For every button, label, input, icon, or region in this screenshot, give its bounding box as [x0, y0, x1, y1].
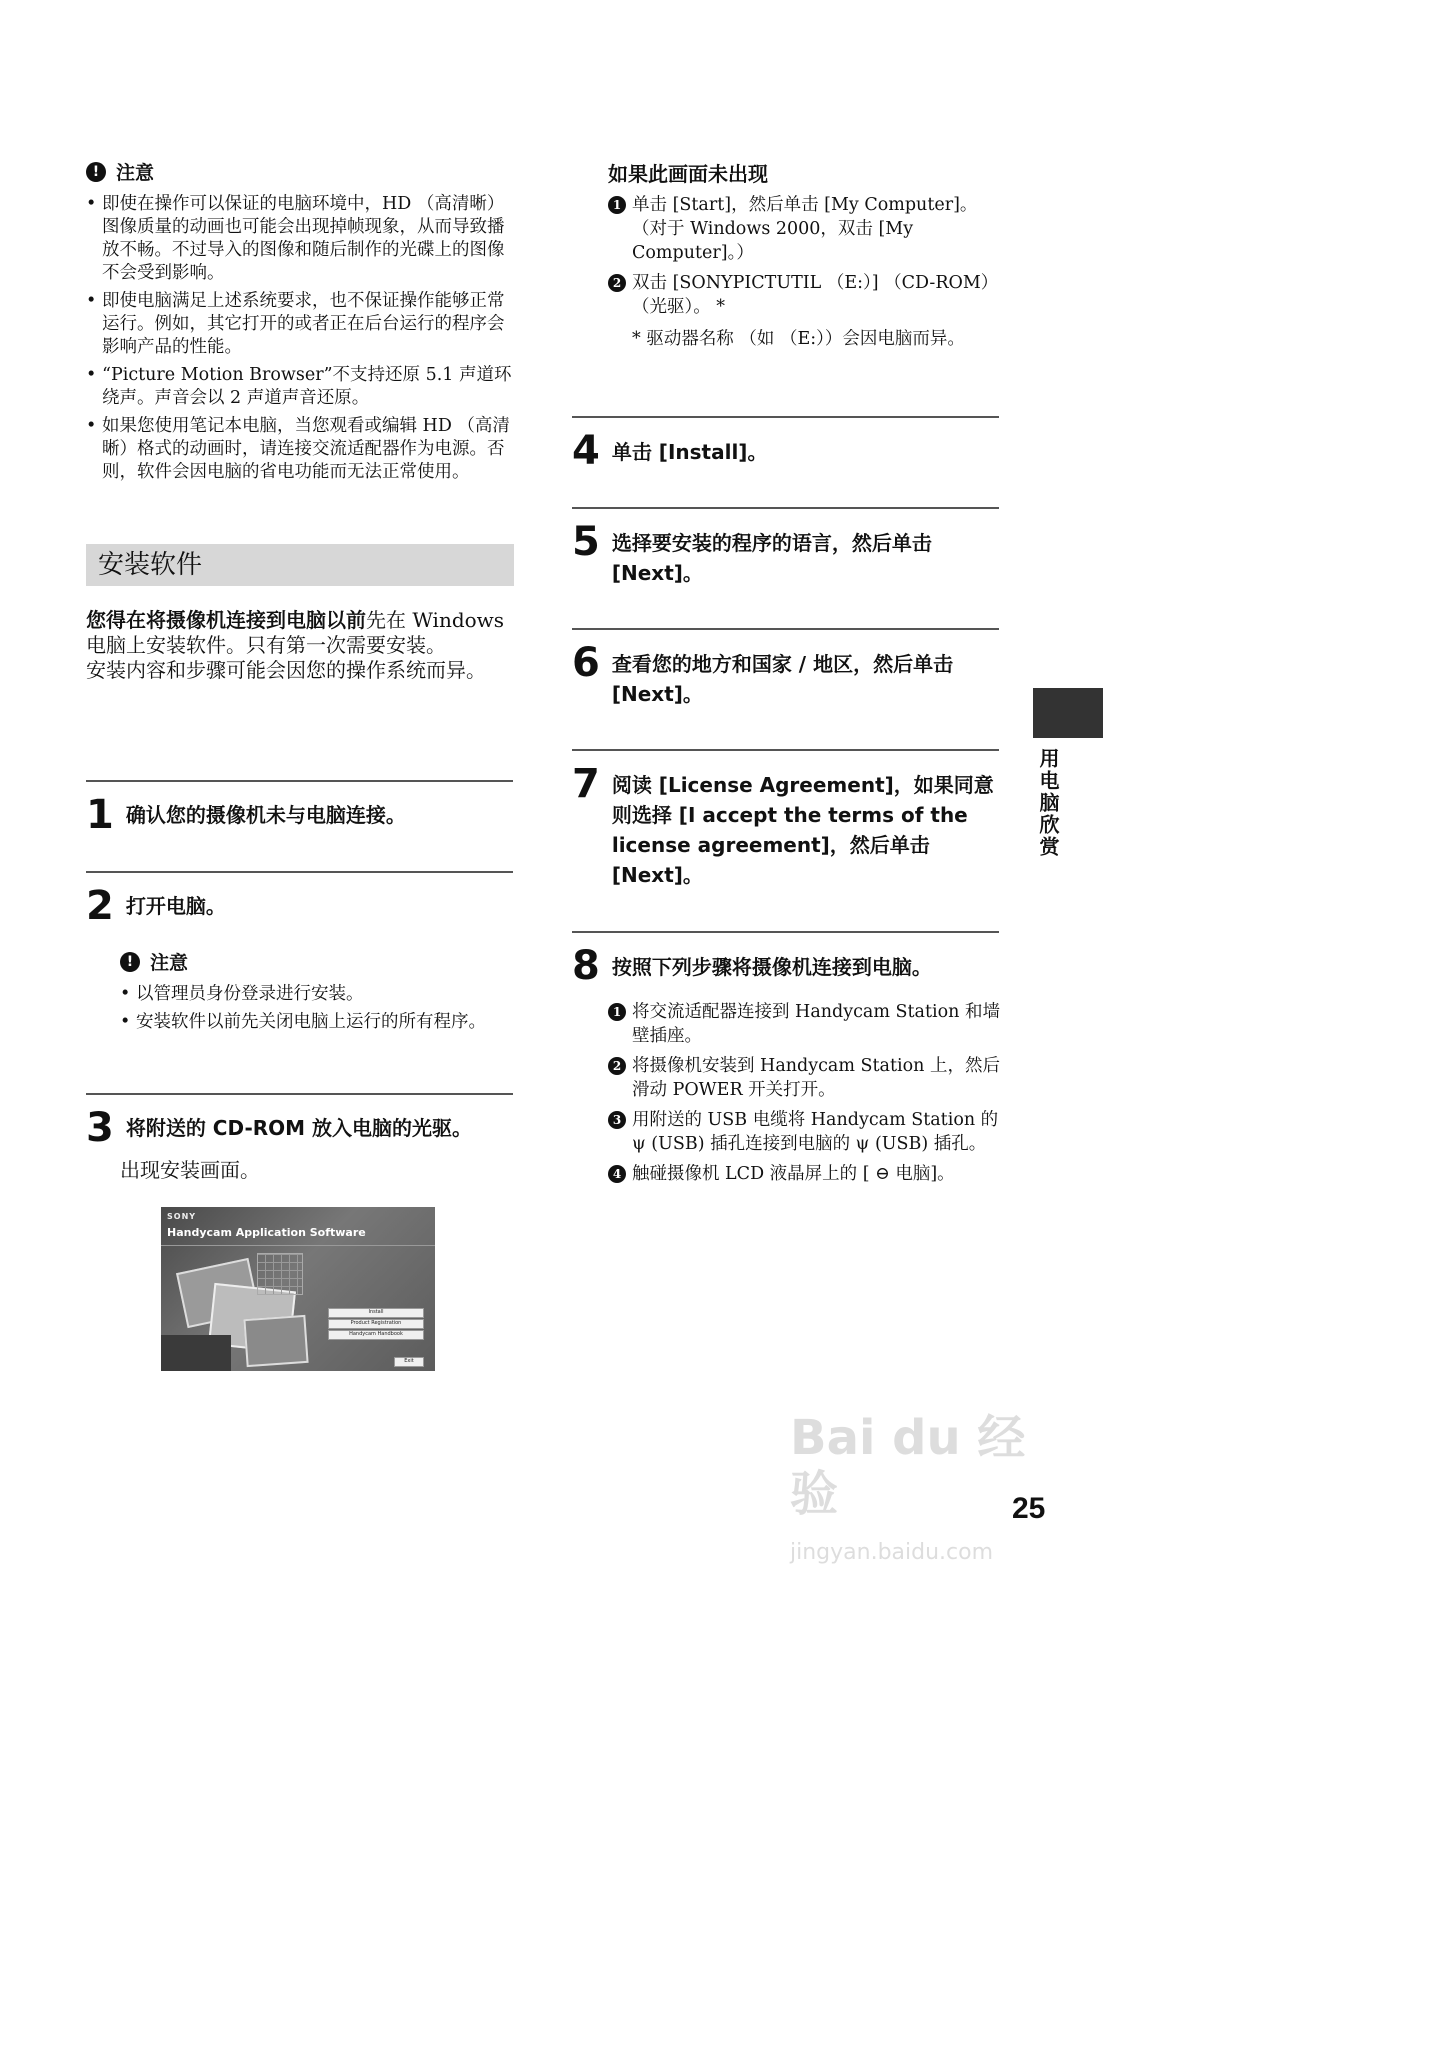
divider — [572, 749, 999, 751]
film-strip — [161, 1335, 231, 1371]
step-8-item — [608, 1108, 1000, 1156]
baidu-watermark — [790, 1410, 1040, 1565]
product-registration-button[interactable]: Product Registration — [328, 1319, 424, 1329]
step-8 — [572, 943, 999, 989]
step-number: 3 — [86, 1105, 114, 1151]
step-number: 4 — [572, 428, 600, 474]
installer-title: Handycam Application Software — [167, 1226, 366, 1239]
divider — [572, 507, 999, 509]
divider — [572, 628, 999, 630]
side-tab-marker — [1033, 688, 1103, 738]
installer-screenshot — [161, 1207, 435, 1371]
note-heading — [86, 158, 514, 185]
divider — [572, 416, 999, 418]
divider — [86, 1093, 513, 1095]
step-4 — [572, 428, 999, 474]
step-marker: 2 — [608, 1057, 626, 1075]
step-number: 7 — [572, 761, 600, 807]
step-8-item — [608, 1054, 1000, 1102]
step-number: 2 — [86, 883, 114, 929]
side-tab-label: 用电脑欣赏 — [1036, 748, 1060, 858]
step-6 — [572, 640, 999, 709]
step-number: 5 — [572, 519, 600, 565]
step-3 — [86, 1105, 513, 1151]
step-1 — [86, 792, 513, 838]
note-item: • 以管理员身份登录进行安装。 — [120, 983, 510, 1006]
step-text: 打开电脑。 — [125, 894, 226, 918]
note-item: • 安装软件以前先关闭电脑上运行的所有程序。 — [120, 1011, 510, 1034]
if-not-item — [608, 193, 1000, 265]
page-number: 25 — [1012, 1492, 1046, 1525]
watermark-url: jingyan.baidu.com — [790, 1540, 994, 1565]
step-8-item — [608, 1000, 1000, 1048]
step-7 — [572, 761, 999, 890]
step-5 — [572, 519, 999, 588]
note-title: 注意 — [150, 952, 189, 974]
step-marker: 1 — [608, 1003, 626, 1021]
install-button[interactable]: Install — [328, 1308, 424, 1318]
photo-thumb — [243, 1315, 308, 1367]
footnote: * 驱动器名称 （如 （E:））会因电脑而异。 — [632, 329, 965, 349]
caution-icon: ! — [120, 952, 140, 972]
note-item: • 即使在操作可以保证的电脑环境中，HD （高清晰）图像质量的动画也可能会出现掉帧现象，从而导致播放不畅。不过导入的图像和随后制作的光碟上的图像不会受到影响。 — [86, 193, 514, 285]
intro-rest: 先在 Windows 电脑上安装软件。只有第一次需要安装。 — [86, 608, 505, 657]
caution-icon: ! — [86, 162, 106, 182]
step-text: 选择要安装的程序的语言，然后单击 [Next]。 — [611, 531, 932, 585]
step-marker: 4 — [608, 1165, 626, 1183]
step-8-item-text: 触碰摄像机 LCD 液晶屏上的 [ ⊖ 电脑]。 — [632, 1164, 955, 1184]
step-text: 确认您的摄像机未与电脑连接。 — [125, 803, 406, 827]
handycam-handbook-button[interactable]: Handycam Handbook — [328, 1330, 424, 1340]
step-number: 1 — [86, 792, 114, 838]
note-title: 注意 — [116, 162, 155, 184]
calendar-graphic — [257, 1253, 303, 1295]
divider — [572, 931, 999, 933]
step-marker: 1 — [608, 196, 626, 214]
intro-bold: 您得在将摄像机连接到电脑以前 — [86, 608, 366, 632]
note-item: • 即使电脑满足上述系统要求，也不保证操作能够正常运行。例如，其它打开的或者正在后台运行的程序会影响产品的性能。 — [86, 290, 514, 359]
intro-2: 安装内容和步骤可能会因您的操作系统而异。 — [86, 658, 486, 682]
step-number: 6 — [572, 640, 600, 686]
step-3-sub: 出现安装画面。 — [120, 1158, 260, 1182]
step-2 — [86, 883, 513, 929]
if-not-title: 如果此画面未出现 — [608, 162, 768, 186]
divider — [86, 780, 513, 782]
exit-button[interactable]: Exit — [394, 1357, 424, 1367]
if-not-item-text: 单击 [Start]，然后单击 [My Computer]。（对于 Windows 2000，双击 [My Computer]。） — [632, 195, 978, 263]
step-8-item-text: 用附送的 USB 电缆将 Handycam Station 的 ψ (USB) 插孔连接到电脑的 ψ (USB) 插孔。 — [632, 1110, 999, 1154]
sony-logo: SONY — [167, 1212, 197, 1221]
if-not-shown-block — [608, 158, 1000, 351]
step-text: 单击 [Install]。 — [611, 440, 768, 464]
note-heading — [120, 948, 510, 975]
if-not-item — [608, 271, 1000, 319]
intro-text — [86, 608, 506, 683]
step-8-item — [608, 1162, 1000, 1186]
step-marker: 2 — [608, 274, 626, 292]
watermark-main: Bai du 经验 — [790, 1410, 1026, 1522]
title-divider — [161, 1245, 435, 1246]
step-text: 查看您的地方和国家 / 地区，然后单击 [Next]。 — [611, 652, 954, 706]
note-block-1 — [86, 158, 514, 489]
section-title: 安装软件 — [98, 550, 203, 580]
step-8-list — [608, 1000, 1000, 1192]
step-8-item-text: 将交流适配器连接到 Handycam Station 和墙壁插座。 — [632, 1002, 1000, 1046]
section-title-bar — [86, 544, 514, 586]
step-text: 将附送的 CD-ROM 放入电脑的光驱。 — [125, 1116, 473, 1140]
note-block-2 — [120, 948, 510, 1039]
divider — [86, 871, 513, 873]
step-text: 阅读 [License Agreement]，如果同意则选择 [I accept the terms of the license agreement]，然后单击 [Next]。 — [611, 773, 994, 887]
if-not-item-text: 双击 [SONYPICTUTIL （E:）] （CD-ROM）（光驱）。 * — [632, 273, 999, 317]
step-number: 8 — [572, 943, 600, 989]
note-item: • 如果您使用笔记本电脑，当您观看或编辑 HD （高清晰）格式的动画时，请连接交流适配器作为电源。否则，软件会因电脑的省电功能而无法正常使用。 — [86, 415, 514, 484]
step-text: 按照下列步骤将摄像机连接到电脑。 — [611, 955, 932, 979]
step-marker: 3 — [608, 1111, 626, 1129]
note-item: • “Picture Motion Browser”不支持还原 5.1 声道环绕声。声音会以 2 声道声音还原。 — [86, 364, 514, 410]
step-8-item-text: 将摄像机安装到 Handycam Station 上，然后滑动 POWER 开关打开。 — [632, 1056, 1000, 1100]
